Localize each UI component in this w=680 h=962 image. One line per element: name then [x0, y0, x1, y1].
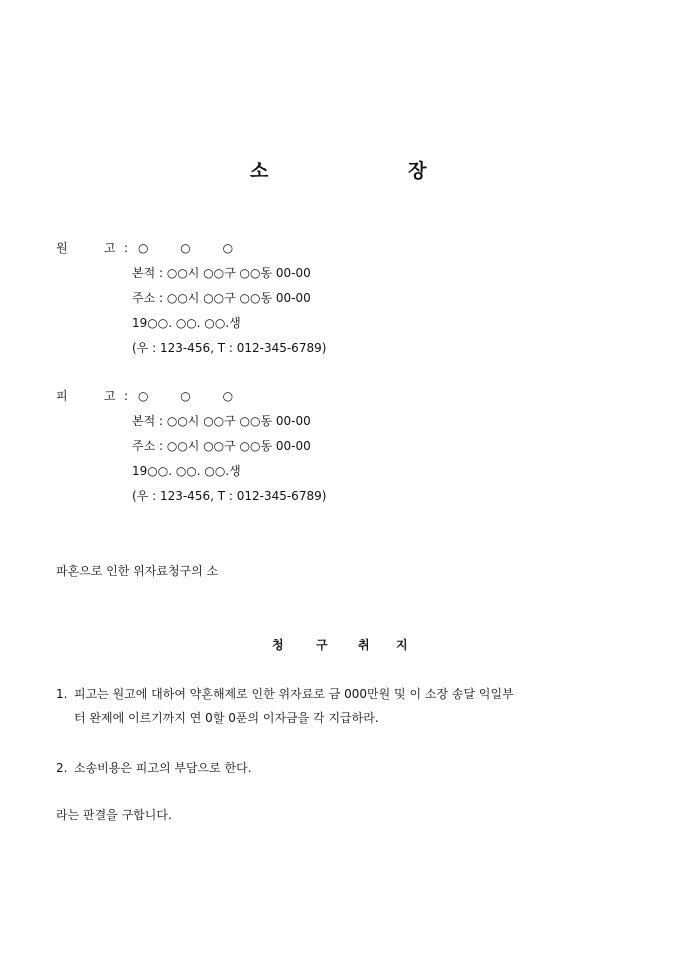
section-heading-char-4: 지 [396, 638, 408, 652]
defendant-colon: : [124, 389, 129, 403]
document-title [0, 156, 680, 184]
title-char-2: 장 [408, 160, 427, 182]
case-title: 파혼으로 인한 위자료청구의 소 [56, 564, 219, 578]
claim-item [56, 756, 626, 780]
plaintiff-birth-row [56, 311, 616, 336]
plaintiff-name: ○ ○ ○ [138, 241, 248, 255]
closing-statement: 라는 판결을 구합니다. [56, 808, 172, 822]
claim-text-line: 소송비용은 피고의 부담으로 한다. [74, 761, 252, 775]
claim-text-line: 터 완제에 이르기까지 연 0할 0푼의 이자금을 각 지급하라. [74, 711, 379, 725]
plaintiff-address: 주소 : ○○시 ○○구 ○○동 00-00 [132, 291, 311, 305]
defendant-address-row [56, 434, 616, 459]
plaintiff-domicile-row [56, 261, 616, 286]
defendant-name: ○ ○ ○ [138, 389, 248, 403]
section-heading-char-1: 청 [272, 638, 284, 652]
plaintiff-registered-domicile: 본적 : ○○시 ○○구 ○○동 00-00 [132, 266, 311, 280]
defendant-contact-row [56, 484, 616, 509]
defendant-contact: (우 : 123-456, T : 012-345-6789) [132, 489, 327, 503]
defendant-label-char-1: 피 [56, 389, 68, 403]
plaintiff-address-row [56, 286, 616, 311]
plaintiff-contact-row [56, 336, 616, 361]
section-heading [0, 636, 680, 656]
defendant-address: 주소 : ○○시 ○○구 ○○동 00-00 [132, 439, 311, 453]
defendant-registered-domicile: 본적 : ○○시 ○○구 ○○동 00-00 [132, 414, 311, 428]
plaintiff-name-row [56, 236, 616, 261]
section-heading-char-2: 구 [316, 638, 328, 652]
title-char-1: 소 [250, 160, 269, 182]
plaintiff-block [56, 236, 616, 361]
plaintiff-contact: (우 : 123-456, T : 012-345-6789) [132, 341, 327, 355]
defendant-label-char-2: 고 [104, 389, 116, 403]
defendant-name-row [56, 384, 616, 409]
defendant-block [56, 384, 616, 509]
plaintiff-label-char-2: 고 [104, 241, 116, 255]
plaintiff-colon: : [124, 241, 129, 255]
section-heading-char-3: 취 [358, 638, 370, 652]
claim-number: 2. [56, 761, 68, 775]
defendant-birth-row [56, 459, 616, 484]
claim-item [56, 682, 626, 730]
plaintiff-label-char-1: 원 [56, 241, 68, 255]
plaintiff-birth: 19○○. ○○. ○○.생 [132, 316, 241, 330]
claim-text-line: 피고는 원고에 대하여 약혼해제로 인한 위자료로 금 000만원 및 이 소장 송달 익일부 [74, 687, 514, 701]
defendant-birth: 19○○. ○○. ○○.생 [132, 464, 241, 478]
defendant-domicile-row [56, 409, 616, 434]
claim-number: 1. [56, 687, 68, 701]
